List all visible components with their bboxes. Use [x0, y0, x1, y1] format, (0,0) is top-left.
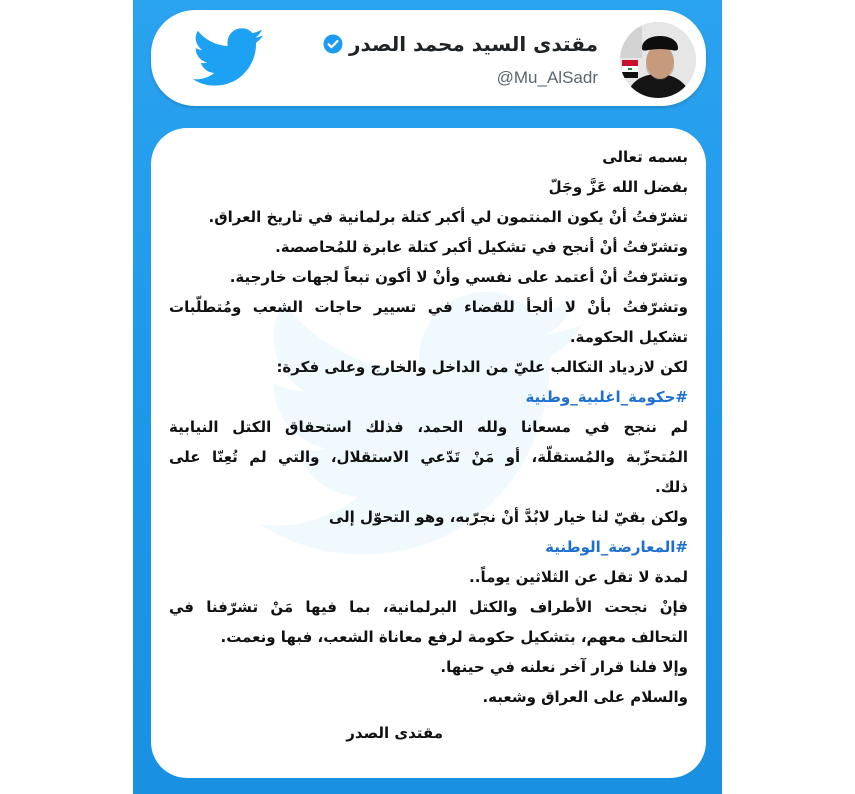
tweet-line: والسلام على العراق وشعبه. [482, 688, 688, 706]
profile-photo [620, 22, 696, 98]
tweet-line: ولكن بقيّ لنا خيار لابُدَّ أنْ نجرّبه، وهو التحوّل إلى [328, 508, 688, 526]
tweet-line: التحالف معهم، بتشكيل حكومة لرفع معاناة الشعب، فبها ونعمت. [220, 628, 688, 646]
tweet-graphic-panel [133, 0, 722, 794]
tweet-line: وتشرّفتُ أنْ أنجح في تشكيل أكبر كتلة عابرة للمُحاصصة. [275, 238, 688, 256]
tweet-text-card [151, 128, 706, 778]
tweet-line: تشكيل الحكومة. [569, 328, 688, 346]
tweet-line: وتشرّفتُ أنْ أعتمد على نفسي وأنْ لا أكون تبعاً لجهات خارجية. [229, 268, 688, 286]
profile-header-card [151, 10, 706, 106]
display-name-row [323, 32, 598, 56]
tweet-line: فإنْ نجحت الأطراف والكتل البرلمانية، بما فيها مَنْ تشرّفنا في [169, 598, 688, 616]
display-name[interactable]: مقتدى السيد محمد الصدر [348, 32, 598, 56]
tweet-line: بفضل الله عَزَّ وجَلّ [548, 178, 688, 196]
signature: مقتدى الصدر [346, 724, 443, 742]
hashtag-link[interactable]: #حكومة_اغلبية_وطنية [525, 388, 688, 406]
tweet-body [169, 142, 688, 748]
account-handle[interactable]: @Mu_AlSadr [496, 68, 598, 87]
verified-badge-icon [323, 34, 343, 54]
tweet-line: لم ننجح في مسعانا ولله الحمد، فذلك استحقاق الكتل النيابية [169, 418, 688, 436]
tweet-line: المُتحزّبة والمُستقلّة، أو مَنْ تَدّعي الاستقلال، والتي لم تُعِنّا على [169, 448, 688, 466]
tweet-line: وتشرّفتُ بأنْ لا ألجأ للقضاء في تسيير حاجات الشعب ومُتطلّبات [169, 298, 688, 316]
tweet-line: بسمه تعالى [602, 148, 688, 166]
tweet-line: تشرّفتُ أنْ يكون المنتمون لي أكبر كتلة برلمانية في تاريخ العراق. [208, 208, 688, 226]
hashtag-link[interactable]: #المعارضة_الوطنية [545, 538, 688, 556]
tweet-line: ذلك. [655, 478, 688, 496]
tweet-line: لكن لازدياد التكالب عليّ من الداخل والخارج وعلى فكرة: [276, 358, 688, 376]
twitter-bird-icon [193, 28, 265, 88]
tweet-line: وإلا فلنا قرار آخر نعلنه في حينها. [440, 658, 688, 676]
avatar[interactable] [620, 22, 696, 98]
tweet-line: لمدة لا تقل عن الثلاثين يوماً.. [469, 568, 688, 586]
